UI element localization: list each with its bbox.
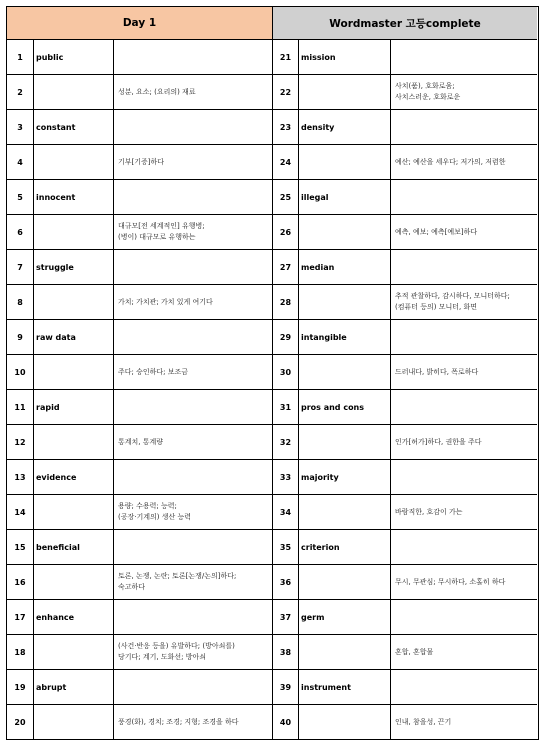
table-row (7, 705, 272, 739)
table-row (7, 390, 272, 425)
english-word: criterion (299, 530, 391, 564)
english-word (299, 705, 391, 739)
korean-meaning: 통계치, 통계량 (118, 437, 164, 446)
korean-meaning (114, 320, 272, 354)
table-row (7, 110, 272, 145)
english-word (34, 355, 114, 389)
english-word (34, 495, 114, 529)
english-word (34, 145, 114, 179)
english-word (34, 565, 114, 599)
row-number: 37 (273, 600, 299, 634)
book-title-header: Wordmaster 고등complete (273, 7, 537, 40)
korean-meaning: 무시, 무관심; 무시하다, 소홀히 하다 (395, 577, 506, 586)
table-row (273, 390, 537, 425)
korean-meaning (114, 40, 272, 74)
korean-meaning (114, 460, 272, 494)
row-number: 29 (273, 320, 299, 354)
korean-meaning: 토론, 논쟁, 논란; 토론[논쟁/논의]하다; 숙고하다 (118, 572, 237, 591)
english-word (299, 145, 391, 179)
english-word (34, 425, 114, 459)
table-row (273, 215, 537, 250)
table-row (273, 75, 537, 110)
korean-meaning: 예측, 예보; 예측[예보]하다 (395, 227, 478, 236)
table-row (273, 180, 537, 215)
korean-meaning (391, 460, 537, 494)
korean-meaning (391, 530, 537, 564)
row-number: 11 (7, 390, 34, 424)
table-row (7, 565, 272, 600)
row-number: 3 (7, 110, 34, 144)
korean-meaning (114, 530, 272, 564)
english-word (34, 215, 114, 249)
row-number: 2 (7, 75, 34, 109)
table-row (273, 145, 537, 180)
korean-meaning: 드러내다, 밝히다, 폭로하다 (395, 367, 479, 376)
korean-meaning: 바람직한, 호감이 가는 (395, 507, 463, 516)
row-number: 13 (7, 460, 34, 494)
row-number: 22 (273, 75, 299, 109)
row-number: 33 (273, 460, 299, 494)
korean-meaning (391, 600, 537, 634)
table-row (273, 460, 537, 495)
row-number: 31 (273, 390, 299, 424)
row-number: 28 (273, 285, 299, 319)
english-word (34, 75, 114, 109)
row-number: 12 (7, 425, 34, 459)
table-row (7, 355, 272, 390)
korean-meaning (391, 320, 537, 354)
english-word: struggle (34, 250, 114, 284)
row-number: 5 (7, 180, 34, 214)
table-row (7, 145, 272, 180)
english-word (299, 565, 391, 599)
table-row (7, 250, 272, 285)
row-number: 27 (273, 250, 299, 284)
korean-meaning (391, 670, 537, 704)
row-number: 7 (7, 250, 34, 284)
table-row (7, 670, 272, 705)
table-row (273, 635, 537, 670)
english-word: mission (299, 40, 391, 74)
english-word: abrupt (34, 670, 114, 704)
korean-meaning (391, 40, 537, 74)
row-number: 18 (7, 635, 34, 669)
korean-meaning: 예산; 예산을 세우다; 저가의, 저렴한 (395, 157, 506, 166)
table-row (273, 565, 537, 600)
korean-meaning: 인가[허가]하다, 권한을 주다 (395, 437, 482, 446)
table-row (273, 110, 537, 145)
table-row (7, 425, 272, 460)
korean-meaning: 기부[기증]하다 (118, 157, 165, 166)
english-word: enhance (34, 600, 114, 634)
table-row (7, 495, 272, 530)
table-row (7, 215, 272, 250)
english-word: majority (299, 460, 391, 494)
table-row (7, 600, 272, 635)
row-number: 30 (273, 355, 299, 389)
korean-meaning (114, 110, 272, 144)
table-row (273, 495, 537, 530)
row-number: 4 (7, 145, 34, 179)
english-word: innocent (34, 180, 114, 214)
table-row (273, 355, 537, 390)
korean-meaning (114, 600, 272, 634)
row-number: 21 (273, 40, 299, 74)
english-word (299, 355, 391, 389)
table-row (7, 320, 272, 355)
row-number: 16 (7, 565, 34, 599)
english-word (34, 285, 114, 319)
row-number: 9 (7, 320, 34, 354)
korean-meaning (114, 390, 272, 424)
english-word: pros and cons (299, 390, 391, 424)
korean-meaning: 추적 관찰하다, 감시하다, 모니터하다; (컴퓨터 등의) 모니터, 화면 (395, 292, 510, 311)
table-row (273, 285, 537, 320)
table-row (273, 320, 537, 355)
row-number: 25 (273, 180, 299, 214)
english-word (299, 495, 391, 529)
korean-meaning: 성분, 요소; (요리의) 재료 (118, 87, 196, 96)
right-word-column (273, 40, 537, 739)
english-word (299, 75, 391, 109)
table-row (273, 530, 537, 565)
row-number: 8 (7, 285, 34, 319)
table-row (7, 180, 272, 215)
table-row (273, 600, 537, 635)
korean-meaning (114, 250, 272, 284)
korean-meaning (114, 670, 272, 704)
row-number: 20 (7, 705, 34, 739)
row-number: 14 (7, 495, 34, 529)
english-word (34, 705, 114, 739)
table-row (7, 285, 272, 320)
korean-meaning (391, 250, 537, 284)
row-number: 15 (7, 530, 34, 564)
table-row (273, 40, 537, 75)
row-number: 35 (273, 530, 299, 564)
row-number: 6 (7, 215, 34, 249)
english-word: intangible (299, 320, 391, 354)
row-number: 38 (273, 635, 299, 669)
english-word: density (299, 110, 391, 144)
row-number: 24 (273, 145, 299, 179)
day-header: Day 1 (7, 7, 273, 40)
english-word: public (34, 40, 114, 74)
korean-meaning: 주다; 승인하다; 보조금 (118, 367, 189, 376)
english-word: instrument (299, 670, 391, 704)
row-number: 1 (7, 40, 34, 74)
korean-meaning: 풍경(화), 경치; 조경; 지형; 조경을 하다 (118, 717, 239, 726)
korean-meaning: 가치; 가치관; 가치 있게 여기다 (118, 297, 213, 306)
table-row (7, 40, 272, 75)
korean-meaning: (사건·반응 등을) 유발하다; (방아쇠를) 당기다; 계기, 도화선; 방아쇠 (118, 642, 235, 661)
table-row (7, 635, 272, 670)
table-row (273, 425, 537, 460)
english-word (299, 425, 391, 459)
table-row (7, 460, 272, 495)
korean-meaning (114, 180, 272, 214)
english-word (34, 635, 114, 669)
english-word (299, 285, 391, 319)
row-number: 17 (7, 600, 34, 634)
english-word: median (299, 250, 391, 284)
table-row (273, 250, 537, 285)
english-word: illegal (299, 180, 391, 214)
row-number: 26 (273, 215, 299, 249)
korean-meaning (391, 390, 537, 424)
row-number: 23 (273, 110, 299, 144)
korean-meaning (391, 180, 537, 214)
korean-meaning: 대규모[전 세계적인] 유행병; (병이) 대규모로 유행하는 (118, 222, 205, 241)
korean-meaning: 혼합, 혼합물 (395, 647, 434, 656)
korean-meaning (391, 110, 537, 144)
english-word: germ (299, 600, 391, 634)
english-word (299, 215, 391, 249)
table-row (7, 530, 272, 565)
english-word: rapid (34, 390, 114, 424)
row-number: 36 (273, 565, 299, 599)
row-number: 39 (273, 670, 299, 704)
row-number: 19 (7, 670, 34, 704)
table-row (273, 670, 537, 705)
english-word (299, 635, 391, 669)
english-word: raw data (34, 320, 114, 354)
table-row (273, 705, 537, 739)
korean-meaning: 용량; 수용력; 능력; (공장·기계의) 생산 능력 (118, 502, 191, 521)
korean-meaning: 인내, 참을성, 끈기 (395, 717, 452, 726)
row-number: 40 (273, 705, 299, 739)
row-number: 32 (273, 425, 299, 459)
english-word: beneficial (34, 530, 114, 564)
english-word: constant (34, 110, 114, 144)
vocab-sheet (6, 6, 539, 740)
english-word: evidence (34, 460, 114, 494)
row-number: 34 (273, 495, 299, 529)
korean-meaning: 사치(품), 호화로움; 사치스러운, 호화로운 (395, 82, 461, 101)
table-row (7, 75, 272, 110)
row-number: 10 (7, 355, 34, 389)
left-word-column (7, 40, 273, 739)
